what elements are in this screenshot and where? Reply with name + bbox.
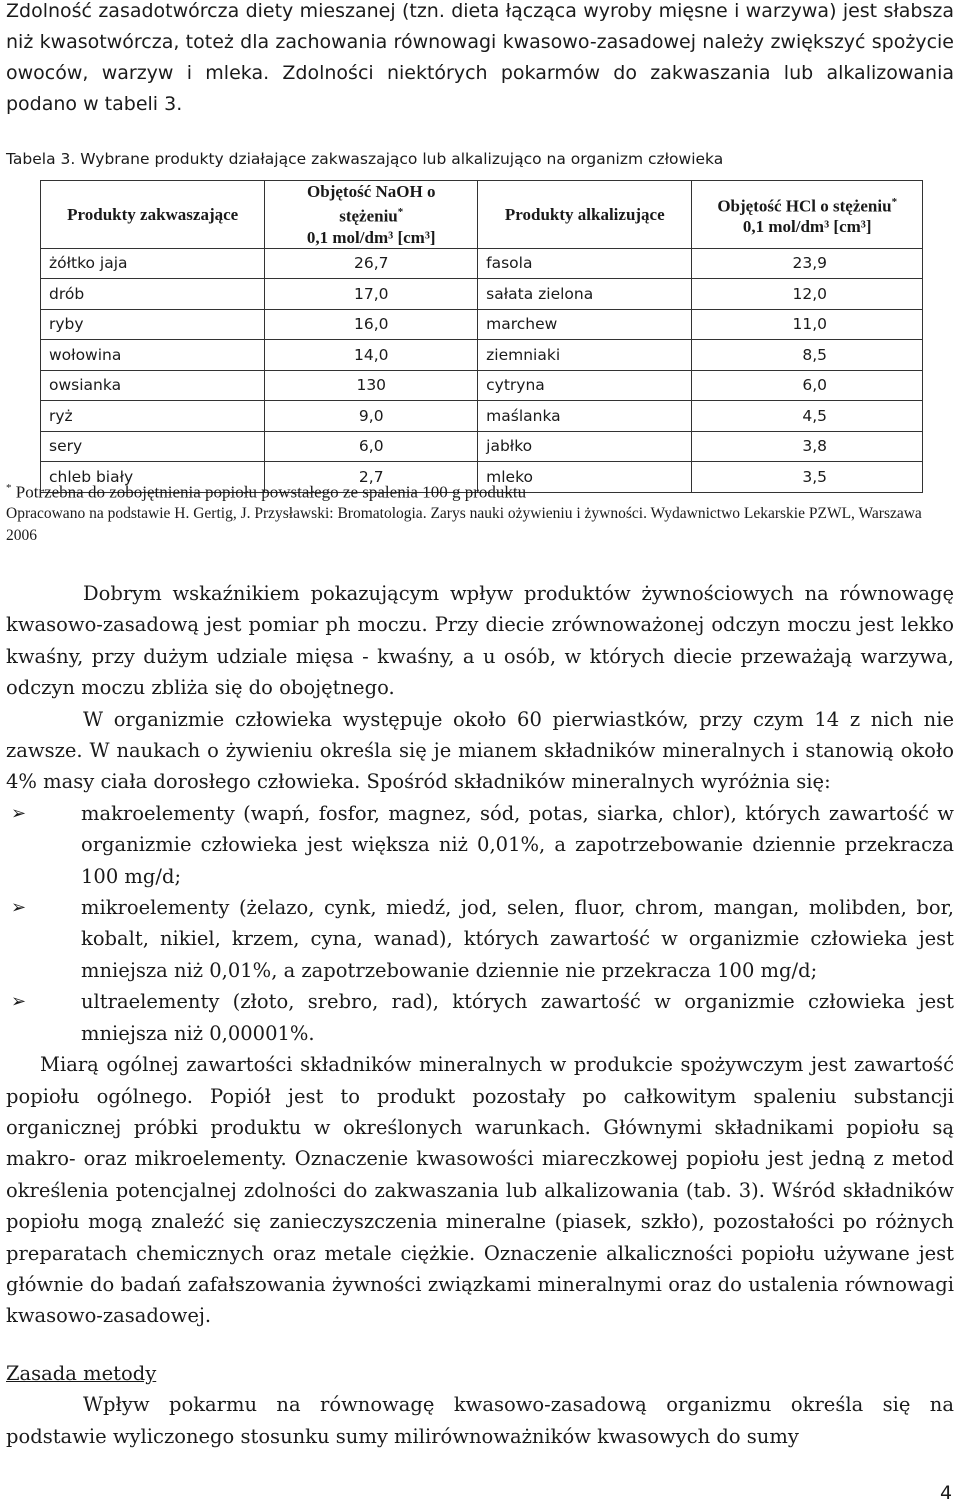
cell-hcl: 3,8	[692, 431, 923, 462]
header-hcl: Objętość HCl o stężeniu* 0,1 mol/dm³ [cm³]	[692, 181, 923, 249]
list-item-text: mikroelementy (żelazo, cynk, miedź, jod, selen, fluor, chrom, mangan, molibden, bor, kobalt, nikiel, krzem, cyna, wanad), których zawartość w organizmie człowieka jest mniejsza niż 0,01%, a zapotrzebowanie dziennie nie przekracza 100 mg/d;	[81, 896, 954, 982]
cell-hcl: 4,5	[692, 401, 923, 432]
arrow-bullet-icon: ➢	[11, 802, 27, 824]
table-source: Opracowano na podstawie H. Gertig, J. Przysławski: Bromatologia. Zarys nauki ożywieniu i żywności. Wydawnictwo Lekarskie PZWL, Warszawa 2006	[6, 505, 922, 544]
cell-alk: marchew	[478, 309, 692, 340]
body-text	[6, 578, 954, 1332]
cell-hcl: 3,5	[692, 462, 923, 493]
table-caption: Tabela 3. Wybrane produkty działające zakwaszająco lub alkalizująco na organizm człowieka	[6, 150, 724, 168]
arrow-bullet-icon: ➢	[11, 991, 27, 1013]
paragraph-ash: Miarą ogólnej zawartości składników mineralnych w produkcie spożywczym jest zawartość popiołu ogólnego. Popiół jest to produkt pozostały po całkowitym spaleniu substancji organicznej próbki produktu w określonych warunkach. Głównymi składnikami popiołu są makro- oraz mikroelementy. Oznaczenie kwasowości miareczkowej popiołu jest jedną z metod określenia potencjalnej zdolności do zakwaszania lub alkalizowania (tab. 3). Wśród składników popiołu mogą znaleźć się zanieczyszczenia mineralne (piasek, szkło), pozostałości po różnych preparatach chemicznych oraz metale ciężkie. Oznaczenie alkaliczności popiołu używane jest głównie do badań zafałszowania żywności związkami mineralnymi oraz do ustalenia równowagi kwasowo-zasadowej.	[6, 1053, 954, 1328]
table-row	[41, 370, 923, 401]
table-row	[41, 248, 923, 279]
intro-text: Zdolność zasadotwórcza diety mieszanej (tzn. dieta łącząca wyroby mięsne i warzywa) jest słabsza niż kwasotwórcza, toteż dla zachowania równowagi kwasowo-zasadowej należy zwiększyć spożycie owoców, warzyw i mleka. Zdolności niektórych pokarmów do zakwaszania lub alkalizowania podano w tabeli 3.	[6, 0, 954, 115]
table-row	[41, 401, 923, 432]
header-alkalizing: Produkty alkalizujące	[478, 181, 692, 249]
cell-naoh: 2,7	[265, 462, 478, 493]
intro-paragraph	[6, 0, 954, 120]
list-item	[6, 892, 954, 986]
cell-acid: sery	[41, 431, 265, 462]
cell-naoh: 16,0	[265, 309, 478, 340]
cell-naoh: 130	[265, 370, 478, 401]
header-naoh: Objętość NaOH o stężeniu* 0,1 mol/dm³ [cm³]	[265, 181, 478, 249]
table-row	[41, 431, 923, 462]
cell-alk: jabłko	[478, 431, 692, 462]
cell-acid: żółtko jaja	[41, 248, 265, 279]
header-acidifying: Produkty zakwaszające	[41, 181, 265, 249]
cell-hcl: 23,9	[692, 248, 923, 279]
cell-hcl: 11,0	[692, 309, 923, 340]
cell-alk: fasola	[478, 248, 692, 279]
cell-alk: sałata zielona	[478, 279, 692, 310]
table-row	[41, 279, 923, 310]
cell-alk: mleko	[478, 462, 692, 493]
paragraph-elements: W organizmie człowieka występuje około 60 pierwiastków, przy czym 14 z nich nie zawsze. W naukach o żywieniu określa się je mianem składników mineralnych i stanowią około 4% masy ciała dorosłego człowieka. Spośród składników mineralnych wyróżnia się:	[6, 707, 954, 794]
cell-hcl: 8,5	[692, 340, 923, 371]
table-row	[41, 309, 923, 340]
list-item	[6, 986, 954, 1049]
cell-alk: ziemniaki	[478, 340, 692, 371]
page-number: 4	[940, 1482, 953, 1504]
paragraph-method: Wpływ pokarmu na równowagę kwasowo-zasadową organizmu określa się na podstawie wyliczonego stosunku sumy milirównoważników kwasowych do sumy	[6, 1393, 954, 1448]
cell-acid: owsianka	[41, 370, 265, 401]
table-3	[40, 180, 923, 493]
section-heading: Zasada metody	[6, 1362, 157, 1385]
cell-naoh: 6,0	[265, 431, 478, 462]
list-item-text: makroelementy (wapń, fosfor, magnez, sód, potas, siarka, chlor), których zawartość w organizmie człowieka jest większa niż 0,01%, a zapotrzebowanie dziennie przekracza 100 mg/d;	[81, 801, 954, 888]
list-item-text: ultraelementy (złoto, srebro, rad), których zawartość w organizmie człowieka jest mniejsza niż 0,00001%.	[81, 990, 954, 1045]
cell-naoh: 17,0	[265, 279, 478, 310]
cell-acid: ryż	[41, 401, 265, 432]
cell-acid: ryby	[41, 309, 265, 340]
table-footnote: * Potrzebna do zobojętnienia popiołu powstałego ze spalenia 100 g produktu	[6, 482, 527, 502]
cell-acid: chleb biały	[41, 462, 265, 493]
cell-naoh: 14,0	[265, 340, 478, 371]
method-section	[6, 1358, 954, 1452]
cell-alk: maślanka	[478, 401, 692, 432]
paragraph-urine-ph: Dobrym wskaźnikiem pokazującym wpływ produktów żywnościowych na równowagę kwasowo-zasadową jest pomiar ph moczu. Przy diecie zrównoważonej odczyn moczu jest lekko kwaśny, przy dużym udziale mięsa - kwaśny, a u osób, w których diecie przeważają warzywa, odczyn moczu zbliża się do obojętnego.	[6, 582, 954, 700]
cell-naoh: 26,7	[265, 248, 478, 279]
mineral-list	[6, 798, 954, 1049]
table-header-row	[41, 181, 923, 249]
cell-hcl: 6,0	[692, 370, 923, 401]
cell-hcl: 12,0	[692, 279, 923, 310]
list-item	[6, 798, 954, 892]
cell-alk: cytryna	[478, 370, 692, 401]
cell-acid: drób	[41, 279, 265, 310]
table-body	[41, 248, 923, 492]
cell-naoh: 9,0	[265, 401, 478, 432]
table-row	[41, 340, 923, 371]
cell-acid: wołowina	[41, 340, 265, 371]
arrow-bullet-icon: ➢	[11, 897, 27, 919]
